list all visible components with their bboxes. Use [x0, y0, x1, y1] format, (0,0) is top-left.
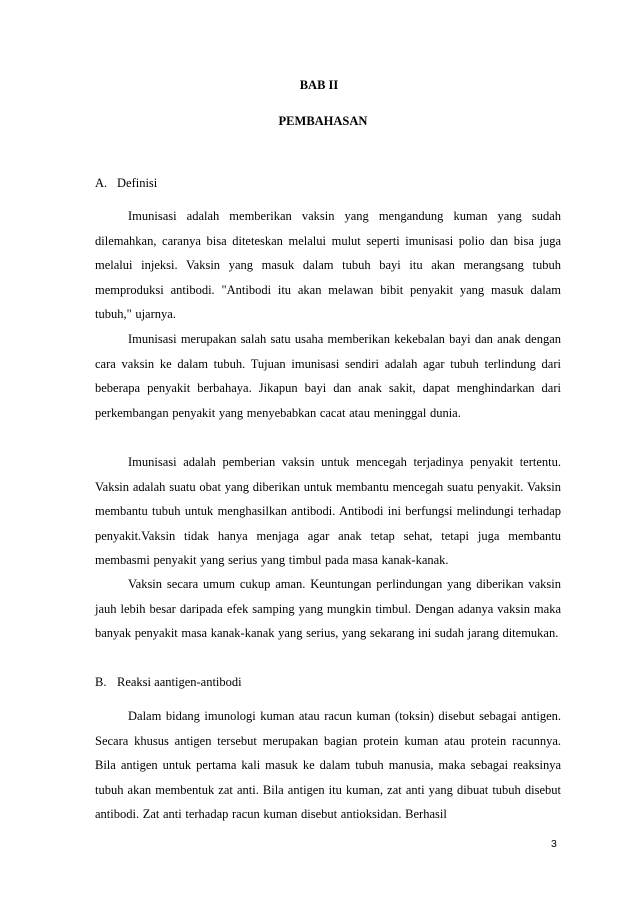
chapter-title: PEMBAHASAN	[278, 114, 368, 128]
paragraph: Imunisasi adalah memberikan vaksin yang mengandung kuman yang sudah dilemahkan, caranya bisa diteteskan melalui mulut seperti imunisasi polio dan bisa juga melalui injeksi. Vaksin yang masuk dalam tubuh bayi itu akan merangsang tubuh memproduksi antibodi. "Antibodi itu akan melawan bibit penyakit yang masuk dalam tubuh," ujarnya.	[95, 209, 561, 322]
section-title: Definisi	[117, 176, 158, 190]
paragraph: Dalam bidang imunologi kuman atau racun kuman (toksin) disebut sebagai antigen. Secara khusus antigen tersebut merupakan bagian protein kuman atau protein racunnya. Bila antigen untuk pertama kali masuk ke dalam tubuh manusia, maka sebagai reaksinya tubuh akan membentuk zat anti. Bila antigen itu kuman, zat anti yang dibuat tubuh disebut antibodi. Zat anti terhadap racun kuman disebut antioksidan. Berhasil	[95, 709, 561, 822]
paragraph: Imunisasi adalah pemberian vaksin untuk mencegah terjadinya penyakit tertentu. Vaksin adalah suatu obat yang diberikan untuk membantu mencegah suatu penyakit. Vaksin membantu tubuh untuk menghasilkan antibodi. Antibodi ini berfungsi melindungi terhadap penyakit.Vaksin tidak hanya menjaga agar anak tetap sehat, tetapi juga membantu membasmi penyakit yang serius yang timbul pada masa kanak-kanak.	[95, 455, 561, 568]
section-number: B.	[95, 675, 107, 689]
page-number: 3	[551, 838, 557, 850]
section-number: A.	[95, 176, 108, 190]
chapter-label: BAB II	[299, 78, 339, 92]
paragraph: Imunisasi merupakan salah satu usaha memberikan kekebalan bayi dan anak dengan cara vaksin ke dalam tubuh. Tujuan imunisasi sendiri adalah agar tubuh terlindung dari beberapa penyakit berbahaya. Jikapun bayi dan anak sakit, dapat menghindarkan dari perkembangan penyakit yang menyebabkan cacat atau meninggal dunia.	[95, 332, 561, 420]
section-title: Reaksi aantigen-antibodi	[117, 675, 242, 689]
paragraph: Vaksin secara umum cukup aman. Keuntungan perlindungan yang diberikan vaksin jauh lebih besar daripada efek samping yang mungkin timbul. Dengan adanya vaksin maka banyak penyakit masa kanak-kanak yang serius, yang sekarang ini sudah jarang ditemukan.	[95, 577, 561, 641]
section-heading-definisi	[95, 176, 157, 191]
section-heading-reaksi	[95, 675, 242, 690]
